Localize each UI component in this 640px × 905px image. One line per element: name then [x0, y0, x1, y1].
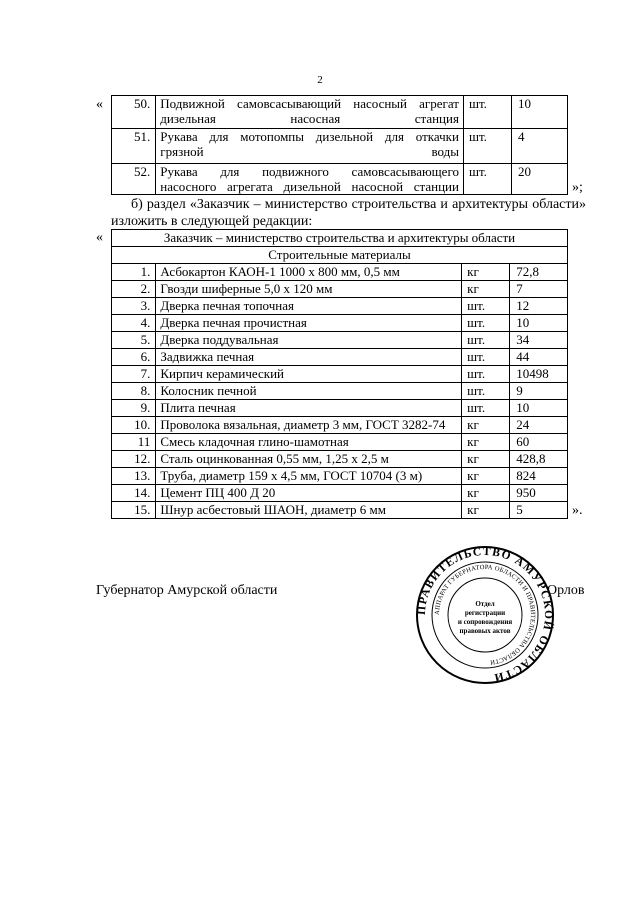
- row-number: 51.: [112, 129, 156, 164]
- item-unit: кг: [462, 485, 510, 502]
- item-quantity: 428,8: [510, 451, 568, 468]
- item-unit: кг: [462, 417, 510, 434]
- row-number: 5.: [112, 332, 156, 349]
- item-quantity: 4: [512, 129, 568, 164]
- item-unit: шт.: [463, 164, 511, 195]
- row-number: 4.: [112, 315, 156, 332]
- item-unit: шт.: [462, 315, 510, 332]
- item-unit: кг: [462, 502, 510, 519]
- item-unit: шт.: [462, 400, 510, 417]
- stamp-center-line: и сопровождения: [457, 618, 513, 626]
- row-number: 3.: [112, 298, 156, 315]
- customer-header: Заказчик – министерство строительства и архитектуры области: [112, 230, 568, 247]
- item-unit: шт.: [462, 366, 510, 383]
- item-name: Сталь оцинкованная 0,55 мм, 1,25 х 2,5 м: [156, 451, 462, 468]
- table-row: [112, 298, 568, 315]
- item-name: Дверка печная топочная: [156, 298, 462, 315]
- amendment-paragraph-text: б) раздел «Заказчик – министерство строительства и архитектуры области» изложить в следующей редакции:: [111, 197, 586, 229]
- table-row: [112, 96, 568, 129]
- item-quantity: 5: [510, 502, 568, 519]
- row-number: 2.: [112, 281, 156, 298]
- table-subheader-row: [112, 247, 568, 264]
- materials-table: [111, 229, 568, 519]
- table-row: [112, 315, 568, 332]
- item-name: Проволока вязальная, диаметр 3 мм, ГОСТ 3282-74: [156, 417, 462, 434]
- table-row: [112, 434, 568, 451]
- row-number: 8.: [112, 383, 156, 400]
- table-row: [112, 129, 568, 164]
- item-quantity: 20: [512, 164, 568, 195]
- stamp-outer-text: ПРАВИТЕЛЬСТВО АМУРСКОЙ ОБЛАСТИ: [415, 545, 555, 684]
- item-name: Дверка поддувальная: [156, 332, 462, 349]
- item-name: Дверка печная прочистная: [156, 315, 462, 332]
- item-quantity: 9: [510, 383, 568, 400]
- item-unit: кг: [462, 468, 510, 485]
- item-quantity: 72,8: [510, 264, 568, 281]
- table-row: [112, 417, 568, 434]
- table-row: [112, 349, 568, 366]
- item-name: Цемент ПЦ 400 Д 20: [156, 485, 462, 502]
- table-row: [112, 264, 568, 281]
- official-stamp: [415, 545, 555, 685]
- table-row: [112, 451, 568, 468]
- item-unit: кг: [462, 281, 510, 298]
- row-number: 15.: [112, 502, 156, 519]
- stamp-center-line: регистрации: [464, 609, 506, 617]
- item-unit: шт.: [462, 349, 510, 366]
- table-row: [112, 281, 568, 298]
- closing-quote: »;: [572, 180, 583, 195]
- signature-title: Губернатор Амурской области: [96, 583, 278, 598]
- closing-quote: ».: [572, 503, 583, 518]
- table-row: [112, 366, 568, 383]
- item-quantity: 10: [510, 400, 568, 417]
- item-quantity: 60: [510, 434, 568, 451]
- item-quantity: 950: [510, 485, 568, 502]
- table-header-row: [112, 230, 568, 247]
- item-name: Рукава для мотопомпы дизельной для откачки грязной воды: [156, 129, 464, 164]
- page-number: 2: [317, 74, 323, 86]
- item-unit: шт.: [463, 129, 511, 164]
- item-unit: кг: [462, 451, 510, 468]
- signature-name: Орлов: [547, 583, 585, 598]
- item-quantity: 824: [510, 468, 568, 485]
- opening-quote: «: [96, 97, 103, 112]
- row-number: 7.: [112, 366, 156, 383]
- item-name: Колосник печной: [156, 383, 462, 400]
- item-name: Смесь кладочная глино-шамотная: [156, 434, 462, 451]
- item-quantity: 10: [510, 315, 568, 332]
- row-number: 11: [112, 434, 156, 451]
- item-name: Рукава для подвижного самовсасывающего насосного агрегата дизельной насосной станции: [156, 164, 464, 195]
- opening-quote: «: [96, 230, 103, 245]
- item-unit: шт.: [462, 298, 510, 315]
- table-row: [112, 332, 568, 349]
- stamp-center-line: правовых актов: [459, 627, 511, 635]
- item-unit: шт.: [462, 383, 510, 400]
- item-name: Гвозди шиферные 5,0 х 120 мм: [156, 281, 462, 298]
- row-number: 12.: [112, 451, 156, 468]
- amendment-paragraph: [111, 196, 586, 230]
- item-quantity: 44: [510, 349, 568, 366]
- row-number: 1.: [112, 264, 156, 281]
- row-number: 9.: [112, 400, 156, 417]
- table-row: [112, 400, 568, 417]
- table-row: [112, 485, 568, 502]
- item-quantity: 24: [510, 417, 568, 434]
- stamp-center-line: Отдел: [475, 600, 495, 608]
- row-number: 13.: [112, 468, 156, 485]
- item-unit: кг: [462, 434, 510, 451]
- item-name: Кирпич керамический: [156, 366, 462, 383]
- section-subheader: Строительные материалы: [112, 247, 568, 264]
- item-unit: шт.: [463, 96, 511, 129]
- table-row: [112, 383, 568, 400]
- item-quantity: 34: [510, 332, 568, 349]
- item-name: Шнур асбестовый ШАОН, диаметр 6 мм: [156, 502, 462, 519]
- item-quantity: 10498: [510, 366, 568, 383]
- row-number: 14.: [112, 485, 156, 502]
- item-quantity: 7: [510, 281, 568, 298]
- table-row: [112, 468, 568, 485]
- item-unit: шт.: [462, 332, 510, 349]
- amendment-table-continuation: [111, 95, 568, 195]
- item-quantity: 10: [512, 96, 568, 129]
- row-number: 50.: [112, 96, 156, 129]
- item-name: Задвижка печная: [156, 349, 462, 366]
- row-number: 10.: [112, 417, 156, 434]
- item-name: Труба, диаметр 159 х 4,5 мм, ГОСТ 10704 (3 м): [156, 468, 462, 485]
- item-name: Подвижной самовсасывающий насосный агрегат дизельная насосная станция: [156, 96, 464, 129]
- item-unit: кг: [462, 264, 510, 281]
- table-row: [112, 164, 568, 195]
- stamp-inner-text: АППАРАТ ГУБЕРНАТОРА ОБЛАСТИ И ПРАВИТЕЛЬСТВА ОБЛАСТИ: [433, 563, 537, 666]
- row-number: 6.: [112, 349, 156, 366]
- table-row: [112, 502, 568, 519]
- item-quantity: 12: [510, 298, 568, 315]
- row-number: 52.: [112, 164, 156, 195]
- item-name: Асбокартон КАОН-1 1000 х 800 мм, 0,5 мм: [156, 264, 462, 281]
- item-name: Плита печная: [156, 400, 462, 417]
